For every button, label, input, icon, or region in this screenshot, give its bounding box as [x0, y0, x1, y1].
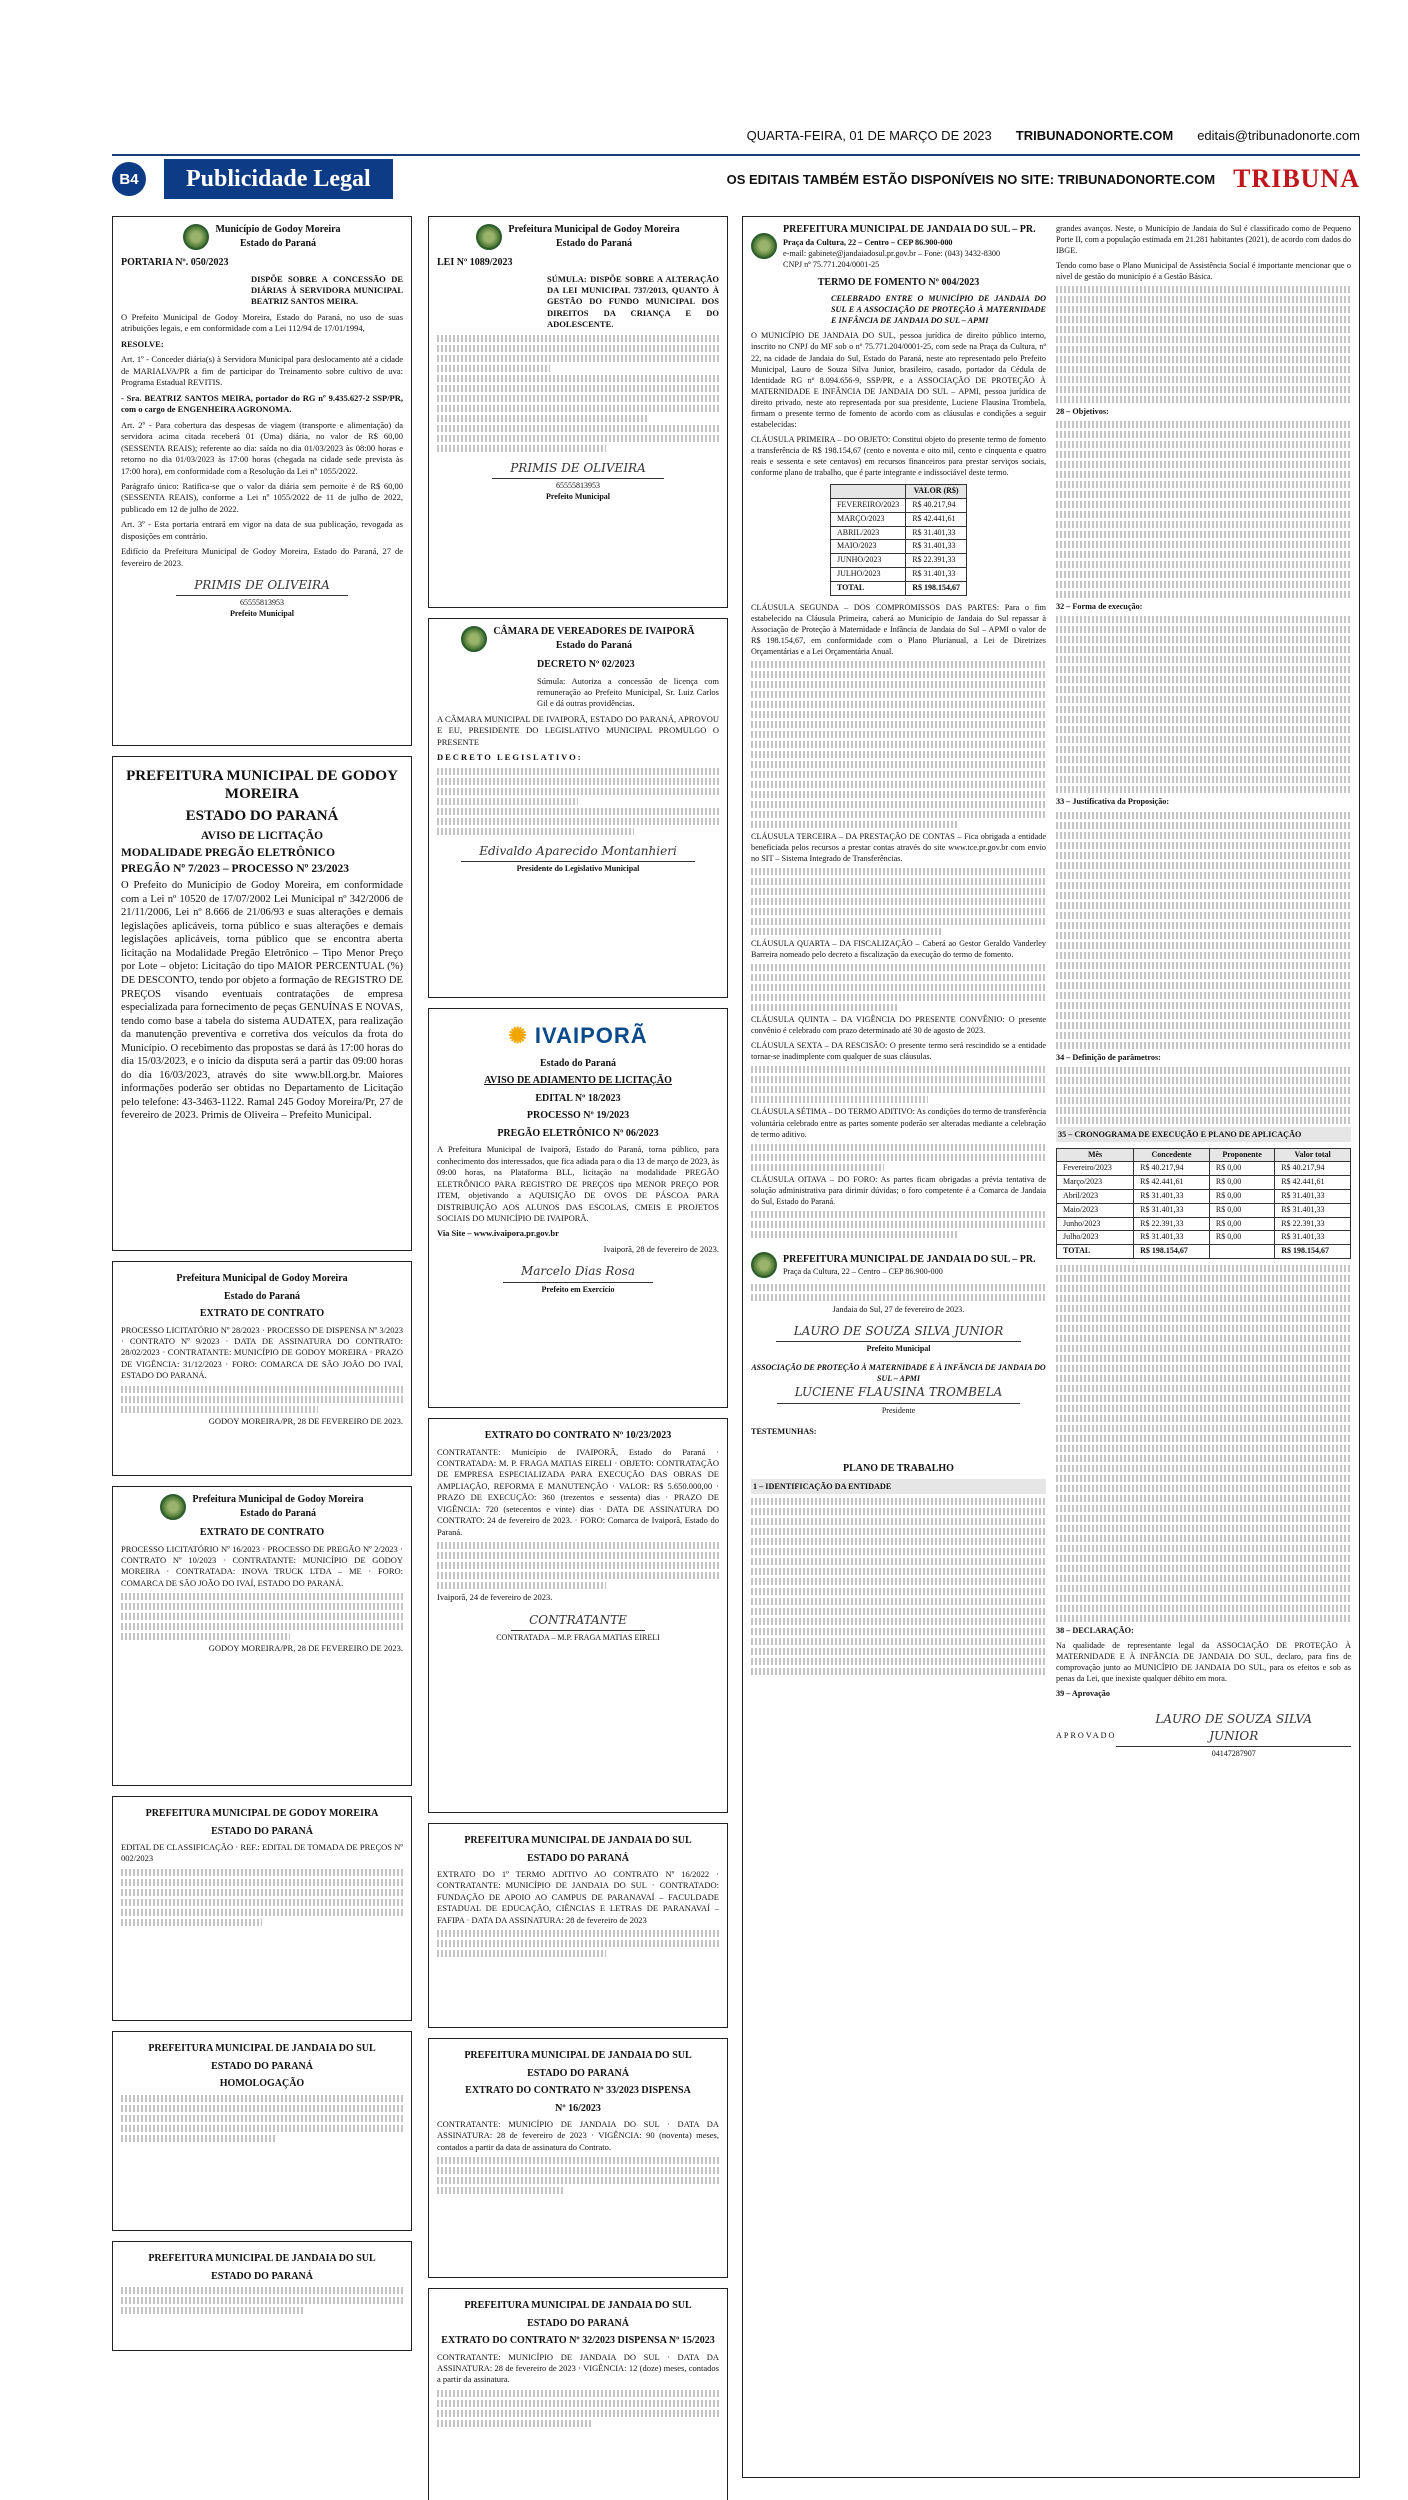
termo-address-2: Praça da Cultura, 22 – Centro – CEP 86.900-000 — [783, 1267, 943, 1277]
table-row — [1057, 1176, 1351, 1190]
ivaipora-title: AVISO DE ADIAMENTO DE LICITAÇÃO — [484, 1075, 672, 1087]
extrato2-org-header — [121, 1493, 403, 1520]
signer-name: Edivaldo Aparecido Montanhieri — [461, 843, 695, 862]
portaria-org-header — [121, 223, 403, 250]
termo-c6: CLÁUSULA SEXTA – DA RESCISÃO: O presente termo será rescindido se a entidade tornar-se inadimplente com qualquer de suas cláusulas. — [751, 1041, 1046, 1062]
repasse-table-header — [830, 485, 966, 499]
termo-c2: CLÁUSULA SEGUNDA – DOS COMPROMISSOS DAS PARTES: Para o fim estabelecido na Cláusula Primeira, caberá ao Município de Jandaia do Sul repassar à Associação de Proteção à Maternidade e Infância de Jandaia do Sul – APMI o valor de R$ 198.154,67, em conformidade com o Plano Plurianual, a Lei de Diretrizes Orçamentárias e a Lei Orçamentária Anual. — [751, 602, 1046, 656]
jandaia1-title-1: PREFEITURA MUNICIPAL DE JANDAIA DO SUL — [148, 2043, 376, 2054]
portaria-summary: DISPÕE SOBRE A CONCESSÃO DE DIÁRIAS À SERVIDORA MUNICIPAL BEATRIZ SANTOS MEIRA. — [251, 273, 403, 307]
site-notice: OS EDITAIS TAMBÉM ESTÃO DISPONÍVEIS NO SITE: TRIBUNADONORTE.COM — [726, 171, 1216, 187]
table-cell: R$ 31.401,33 — [906, 540, 967, 554]
portaria-number: PORTARIA Nº. 050/2023 — [121, 257, 229, 268]
aprovado-label: APROVADO — [1056, 1730, 1117, 1740]
signer-id: 65555813953 — [556, 481, 600, 491]
portaria-signature — [121, 577, 403, 620]
table-row — [830, 526, 966, 540]
brand-logo: TRIBUNA — [1233, 164, 1360, 193]
column-3 — [742, 216, 1360, 2488]
jandaia-a-text: EXTRATO DO 1º TERMO ADITIVO AO CONTRATO Nº 16/2022 · CONTRATANTE: MUNICÍPIO DE JANDAIA DO SUL · CONTRATADO: FUNDAÇÃO DE APOIO AO CAMPUS DE PARANAVAÍ – FACULDADE ESTADUAL DE EDUCAÇÃO, CIÊNCIAS E LETRAS DE PARANAVAÍ – FAFIPA · DATA DA ASSINATURA: 28 de fevereiro de 2023 — [437, 1869, 719, 1925]
camara-state: Estado do Paraná — [555, 639, 633, 651]
table-cell: Abril/2023 — [1057, 1190, 1134, 1204]
prefeito-role: Prefeito Municipal — [866, 1344, 931, 1354]
table-row — [1057, 1231, 1351, 1245]
plano-col-month: Mês — [1057, 1148, 1134, 1162]
table-cell: Julho/2023 — [1057, 1231, 1134, 1245]
jandaia-aditivo-contrato-notice — [428, 1823, 728, 2028]
jandaia-a-title-2: ESTADO DO PARANÁ — [527, 1852, 629, 1864]
extrato2-text: PROCESSO LICITATÓRIO Nº 16/2023 · PROCESSO DE PREGÃO Nº 2/2023 · CONTRATO Nº 10/2023 · CONTRATANTE: MUNICÍPIO DE GODOY MOREIRA · CONTRATADA: INOVA TRUCK LTDA – ME · FORO: COMARCA DE SÃO JOÃO DO IVAÍ, ESTADO DO PARANÁ. — [121, 1543, 403, 1588]
table-row — [830, 512, 966, 526]
contratada-signature: CONTRATADA – M.P. FRAGA MATIAS EIRELI — [496, 1632, 660, 1642]
table-cell: R$ 31.401,33 — [906, 567, 967, 581]
portaria-resolve: RESOLVE: — [121, 338, 164, 349]
lei-number: LEI Nº 1089/2023 — [437, 257, 513, 268]
table-cell: MAIO/2023 — [830, 540, 905, 554]
ivaipora-sub-2: PROCESSO Nº 19/2023 — [526, 1110, 630, 1122]
lei-notice — [428, 216, 728, 608]
aprovacao-block — [1056, 1711, 1351, 1759]
jandaia-c-text: CONTRATANTE: MUNICÍPIO DE JANDAIA DO SUL · DATA DA ASSINATURA: 28 de fevereiro de 2023 · VIGÊNCIA: 12 (doze) meses, contados a partir da assinatura. — [437, 2351, 719, 2385]
aviso-title-1: PREFEITURA MUNICIPAL DE GODOY MOREIRA — [126, 768, 398, 802]
camara-body: A CÂMARA MUNICIPAL DE IVAIPORÃ, ESTADO DO PARANÁ, APROVOU E EU, PRESIDENTE DO LEGISLATIVO MUNICIPAL PROMULGO O PRESENTE — [437, 713, 719, 747]
camara-org: CÂMARA DE VEREADORES DE IVAIPORÃ — [493, 626, 695, 637]
table-cell: R$ 42.441,61 — [1134, 1176, 1210, 1190]
aviso-body: O Prefeito do Município de Godoy Moreira, em conformidade com a Lei nº 10520 de 17/07/2002 Lei Municipal nº 342/2006 de 21/11/2006, Lei nº 8.666 de 21/06/93 e suas alterações e demais legislações aplicáveis, torna público e suas alterações e demais legislações aplicáveis, torna público que se encontra aberta licitação na Modalidade Pregão Eletrônico – Tipo Menor Preço por Lote – objeto: Licitação do tipo MAIOR PERCENTUAL (%) DE DESCONTO, tendo por objeto a formação de REGISTRO DE PREÇOS visando eventuais contratações de empresa especializada para fornecimento de peças GENUÍNAS E NOVAS, tendo como base a tabela do sistema AUDATEX, para realização da manutenção preventiva e corretiva dos veículos da frota do Município. O recebimento das propostas se dará às 17:00 horas do dia 15/03/2023, e o início da disputa será a partir das 09:00 horas do dia 16/03/2023, através do site www.bll.org.br. Maiores informações poderão ser obtidas no Departamento de Licitação pelo telefone: 43-3463-1122. Ramal 245 Godoy Moreira/Pr, 27 de fevereiro de 2023. Primis de Oliveira – Prefeito Municipal. — [121, 880, 403, 1122]
apmi-name: ASSOCIAÇÃO DE PROTEÇÃO À MATERNIDADE E À INFÂNCIA DE JANDAIA DO SUL – APMI — [751, 1362, 1046, 1383]
objetivo-heading: 28 – Objetivos: — [1056, 407, 1109, 417]
homolog-title-1: PREFEITURA MUNICIPAL DE GODOY MOREIRA — [145, 1808, 379, 1819]
table-row — [830, 554, 966, 568]
prefeito-signature: LAURO DE SOUZA SILVA JUNIOR — [776, 1323, 1022, 1342]
justificativa-heading: 33 – Justificativa da Proposição: — [1056, 797, 1170, 807]
table-cell: R$ 0,00 — [1209, 1162, 1274, 1176]
aviso-licitacao-notice — [112, 756, 412, 1251]
termo-right — [1056, 223, 1351, 1760]
parametros-heading: 34 – Definição de parâmetros: — [1056, 1052, 1161, 1062]
sun-icon: ✺ — [508, 1023, 528, 1048]
table-row-total — [830, 581, 966, 595]
table-cell: R$ 198.154,67 — [906, 581, 967, 595]
plano-aplicacao-table — [1056, 1148, 1351, 1259]
extrato-text: PROCESSO LICITATÓRIO Nº 28/2023 · PROCESSO DE DISPENSA Nº 3/2023 · CONTRATO Nº 9/2023 · DATA DE ASSINATURA DO CONTRATO: 28/02/2023 · CONTRATANTE: MUNICÍPIO DE GODOY MOREIRA · PRAZO DE VIGÊNCIA: 31/12/2023 · FORO: COMARCA DE SÃO JOÃO DO IVAÍ, ESTADO DO PARANÁ. — [121, 1324, 403, 1381]
declaracao-text: Na qualidade de representante legal da ASSOCIAÇÃO DE PROTEÇÃO À MATERNIDADE E À INFÂNCIA DE JANDAIA DO SUL, declaro, para fins de comprovação junto ao MUNICÍPIO DE JANDAIA DO SUL, para os efeitos e sob as penas da Lei, que inexiste qualquer débito em mora. — [1056, 1641, 1351, 1684]
jandaia2-title-2: ESTADO DO PARANÁ — [211, 2270, 313, 2282]
termo-c5: CLÁUSULA QUINTA – DA VIGÊNCIA DO PRESENTE CONVÊNIO: O presente convênio é celebrado com prazo determinado até 30 de agosto de 2023. — [751, 1015, 1046, 1036]
termo-org-header-2 — [751, 1252, 1046, 1278]
extrato-contrato-notice — [112, 1261, 412, 1476]
table-cell: Fevereiro/2023 — [1057, 1162, 1134, 1176]
final-signature — [1116, 1711, 1351, 1759]
ivaipora-site[interactable]: Via Site – www.ivaipora.pr.gov.br — [437, 1228, 559, 1239]
extrato-title: EXTRATO DE CONTRATO — [199, 1308, 325, 1319]
table-cell: Maio/2023 — [1057, 1203, 1134, 1217]
jandaia-c-title-2: ESTADO DO PARANÁ — [527, 2317, 629, 2329]
jandaia-a-title-1: PREFEITURA MUNICIPAL DE JANDAIA DO SUL — [464, 1835, 692, 1846]
signer-role: Prefeito Municipal — [229, 609, 295, 619]
termo-org-header — [751, 223, 1046, 270]
ivaipora-org: Estado do Paraná — [539, 1057, 617, 1069]
termo-two-column — [751, 223, 1351, 1760]
portaria-art3: Art. 3º - Esta portaria entrará em vigor na data de sua publicação, revogada as disposições em contrário. — [121, 519, 403, 541]
portaria-paragrafo: Parágrafo único: Ratifica-se que o valor da diária sem pernoite é de R$ 60,00 (SESSENTA REAIS), conforme a Lei nº 1055/2022 de 11 de julho de 2022, publicado em 12 de julho de 2022. — [121, 481, 403, 514]
portaria-art1: Art. 1º - Conceder diária(s) à Servidora Municipal para deslocamento até a cidade de MARIALVA/PR a fim de participar do Treinamento sobre cultivo de uva: Programa Estadual REVITIS. — [121, 354, 403, 388]
plano-table-header — [1057, 1148, 1351, 1162]
table-cell: Junho/2023 — [1057, 1217, 1134, 1231]
table-row — [1057, 1203, 1351, 1217]
table-cell: R$ 0,00 — [1209, 1190, 1274, 1204]
table-cell: R$ 31.401,33 — [1275, 1231, 1351, 1245]
aviso-title-5: PREGÃO Nº 7/2023 – PROCESSO Nº 23/2023 — [121, 863, 350, 876]
camara-seal-icon — [461, 626, 487, 652]
table-cell: R$ 0,00 — [1209, 1231, 1274, 1245]
municipal-seal-icon — [160, 1494, 186, 1520]
column-1 — [112, 216, 412, 2361]
section-title: Publicidade Legal — [164, 159, 393, 199]
signer-id: 65555813953 — [240, 598, 284, 608]
signer-role: Presidente do Legislativo Municipal — [516, 863, 640, 873]
repasse-table — [830, 484, 967, 595]
presidente-signature: LUCIENE FLAUSINA TROMBELA — [777, 1384, 1021, 1403]
table-cell: JUNHO/2023 — [830, 554, 905, 568]
right-p2: Tendo como base o Plano Municipal de Assistência Social é importante mencionar que o nível de gestão do município é a Gestão Básica. — [1056, 261, 1351, 282]
lei-org-header — [437, 223, 719, 250]
ivaipora-logo — [437, 1021, 719, 1051]
extrato-state: Estado do Paraná — [223, 1290, 301, 1302]
lei-state: Estado do Paraná — [555, 237, 633, 249]
table-row — [830, 540, 966, 554]
jandaia1-title-2: ESTADO DO PARANÁ — [211, 2060, 313, 2072]
extrato-footer: GODOY MOREIRA/PR, 28 DE FEVEREIRO DE 2023. — [208, 1415, 403, 1426]
table-cell: TOTAL — [830, 581, 905, 595]
extrato2-footer: GODOY MOREIRA/PR, 28 DE FEVEREIRO DE 2023. — [208, 1643, 403, 1654]
execucao-heading: 32 – Forma de execução: — [1056, 602, 1143, 612]
table-row-total — [1057, 1245, 1351, 1259]
table-row — [1057, 1162, 1351, 1176]
termo-witnesses: TESTEMUNHAS: — [751, 1427, 817, 1437]
homolog-title-2: ESTADO DO PARANÁ — [211, 1825, 313, 1837]
jandaia-b-title-4: Nº 16/2023 — [555, 2102, 601, 2114]
signer-name: PRIMIS DE OLIVEIRA — [492, 460, 664, 479]
jandaia-dispensa-16-notice — [428, 2038, 728, 2278]
table-cell: R$ 0,00 — [1209, 1176, 1274, 1190]
table-cell: R$ 198.154,67 — [1134, 1245, 1210, 1259]
page-number-badge: B4 — [112, 162, 146, 196]
contratante-signature: CONTRATANTE — [511, 1612, 645, 1631]
jandaia1-title-3: HOMOLOGAÇÃO — [219, 2078, 305, 2089]
termo-contact: e-mail: gabinete@jandaiadosul.pr.gov.br – Fone: (043) 3432-8300 — [783, 248, 1001, 258]
termo-p1: O MUNICÍPIO DE JANDAIA DO SUL, pessoa jurídica de direito público interno, inscrito no CNPJ do MF sob o nº 75.771.204/0001-25, com sede na Praça da Cultura, nº 22, na cidade de Jandaia do Sul, Estado do Paraná, neste ato representado pelo Prefeito Municipal, Lauro de Souza Silva Junior, brasileiro, casado, portador da Cédula de Identidade RG nº 8.094.656-9, SSP/PR, e a ASSOCIAÇÃO DE PROTEÇÃO À MATERNIDADE E INFÂNCIA DE JANDAIA DO SUL – APMI, pessoa jurídica de direito privado, neste ato representada por sua presidente, Luciene Flausina Trombela, firmam o presente termo de fomento de acordo com as cláusulas e condições a seguir estabelecidas: — [751, 331, 1046, 429]
table-cell — [1209, 1245, 1274, 1259]
lei-summary: SÚMULA: DISPÕE SOBRE A ALTERAÇÃO DA LEI MUNICIPAL 737/2013, QUANTO À GESTÃO DO FUNDO MUNICIPAL DOS DIREITOS DA CRIANÇA E DO ADOLESCENTE. — [547, 273, 719, 330]
termo-c7: CLÁUSULA SÉTIMA – DO TERMO ADITIVO: As condições do termo de transferência voluntária celebrado entre as partes somente poderão ser alteradas mediante a celebração de termo aditivo. — [751, 1107, 1046, 1139]
termo-c4: CLÁUSULA QUARTA – DA FISCALIZAÇÃO – Caberá ao Gestor Geraldo Vanderley Barreira nomeado pelo decreto a fiscalização da execução do termo de fomento. — [751, 939, 1046, 960]
section-header — [112, 154, 1360, 202]
termo-address: Praça da Cultura, 22 – Centro – CEP 86.900-000 — [783, 237, 953, 247]
jandaia-dispensa-15-notice — [428, 2288, 728, 2500]
ivaipora-logo-text: IVAIPORÃ — [534, 1023, 648, 1048]
aviso-title-3: AVISO DE LICITAÇÃO — [200, 830, 324, 842]
camara-signature — [437, 843, 719, 875]
table-cell: R$ 31.401,33 — [1275, 1190, 1351, 1204]
lei-signature — [437, 460, 719, 503]
column-2 — [428, 216, 728, 2500]
ivaipora-adiamento-notice — [428, 1008, 728, 1408]
cronograma-heading: 35 – CRONOGRAMA DE EXECUÇÃO E PLANO DE APLICAÇÃO — [1056, 1127, 1351, 1142]
homologacao-notice — [112, 1796, 412, 2021]
table-cell: R$ 22.391,33 — [906, 554, 967, 568]
table-cell: R$ 31.401,33 — [906, 526, 967, 540]
camara-summary: Súmula: Autoriza a concessão de licença com remuneração ao Prefeito Municipal, Sr. Luiz Carlos Gil e dá outras providências. — [537, 675, 719, 709]
email-link[interactable]: editais@tribunadonorte.com — [1197, 128, 1360, 143]
ivaipora-sub-1: EDITAL Nº 18/2023 — [535, 1092, 621, 1104]
camara-number: DECRETO Nº 02/2023 — [537, 659, 635, 670]
presidente-role: Presidente — [881, 1405, 916, 1415]
declaracao-heading: 38 – DECLARAÇÃO: — [1056, 1626, 1134, 1635]
extrato-org: Prefeitura Municipal de Godoy Moreira — [176, 1273, 348, 1284]
plano-col-total: Valor total — [1275, 1148, 1351, 1162]
table-cell: R$ 31.401,33 — [1275, 1203, 1351, 1217]
top-bar — [112, 128, 1360, 146]
municipal-seal-icon — [751, 233, 777, 259]
extrato2-title: EXTRATO DE CONTRATO — [199, 1527, 325, 1538]
extrato-contrato-2-notice — [112, 1486, 412, 1786]
table-cell: ABRIL/2023 — [830, 526, 905, 540]
aviso-title-4: MODALIDADE PREGÃO ELETRÔNICO — [121, 846, 336, 859]
camara-decreta: DECRETO LEGISLATIVO: — [437, 752, 583, 763]
ivaipora-extrato-date: Ivaiporã, 24 de fevereiro de 2023. — [437, 1592, 553, 1603]
termo-org: PREFEITURA MUNICIPAL DE JANDAIA DO SUL – PR. — [783, 224, 1036, 235]
jandaia-homologacao-notice — [112, 2031, 412, 2231]
table-row — [1057, 1190, 1351, 1204]
repasse-col-value: VALOR (R$) — [906, 485, 967, 499]
table-cell: MARÇO/2023 — [830, 512, 905, 526]
jandaia-b-text: CONTRATANTE: MUNICÍPIO DE JANDAIA DO SUL · DATA DA ASSINATURA: 28 de fevereiro de 2023 · VIGÊNCIA: 90 (noventa) meses, contados a partir da data de assinatura do Contrato. — [437, 2119, 719, 2152]
table-cell: R$ 31.401,33 — [1134, 1203, 1210, 1217]
table-cell: R$ 42.441,61 — [1275, 1176, 1351, 1190]
termo-fomento-notice — [742, 216, 1360, 2478]
signer-name: Marcelo Dias Rosa — [503, 1263, 653, 1282]
final-signer: LAURO DE SOUZA SILVA JUNIOR — [1116, 1711, 1351, 1746]
table-cell: R$ 31.401,33 — [1134, 1231, 1210, 1245]
signer-role: Prefeito em Exercício — [541, 1284, 615, 1294]
portaria-notice — [112, 216, 412, 746]
jandaia-b-title-3: EXTRATO DO CONTRATO Nº 33/2023 DISPENSA — [465, 2085, 691, 2096]
extrato2-org: Prefeitura Municipal de Godoy Moreira — [192, 1494, 364, 1505]
termo-signature-2 — [751, 1363, 1046, 1417]
portaria-art2: Art. 2º - Para cobertura das despesas de viagem (transporte e alimentação) da servidora acima citada receberá 01 (Uma) diária, no valor de R$ 60,00 (SESSENTA REAIS); referente ao dia: saída no dia 01/03/2023 às 08:00 horas e retorno no dia 01/03/2023 às 17:00 horas (chegada na cidade sede prevista às 17:00 hora), em conformidade com a Resolução da Lei nº 1055/2022. — [121, 419, 403, 476]
table-row — [830, 498, 966, 512]
table-row — [830, 567, 966, 581]
portaria-intro: O Prefeito Municipal de Godoy Moreira, Estado do Paraná, no uso de suas atribuições legais, e em conformidade com a Lei 112/94 de 17/01/1994, — [121, 311, 403, 334]
camara-org-header — [437, 625, 719, 652]
municipal-seal-icon — [476, 224, 502, 250]
portaria-closing: Edifício da Prefeitura Municipal de Godoy Moreira, Estado do Paraná, 27 de fevereiro de 2023. — [121, 546, 403, 568]
table-cell: R$ 22.391,33 — [1275, 1217, 1351, 1231]
plano-sub: 1 – IDENTIFICAÇÃO DA ENTIDADE — [751, 1479, 1046, 1494]
jandaia2-title-1: PREFEITURA MUNICIPAL DE JANDAIA DO SUL — [148, 2253, 376, 2264]
right-p1: grandes avanços. Neste, o Município de Jandaia do Sul é classificado como de Pequeno Porte II, com a população estimada em 21.281 habitantes (2021), de acordo com dados do IBGE. — [1056, 224, 1351, 256]
table-cell: TOTAL — [1057, 1245, 1134, 1259]
aprovacao-heading: 39 – Aprovação — [1056, 1689, 1110, 1699]
repasse-col-month — [830, 485, 905, 499]
portaria-servidor: - Sra. BEATRIZ SANTOS MEIRA, portador do RG nº 9.435.627-2 SSP/PR, com o cargo de ENGENHEIRA AGRONOMA. — [121, 392, 403, 415]
table-cell: R$ 40.217,94 — [1134, 1162, 1210, 1176]
table-cell: JULHO/2023 — [830, 567, 905, 581]
camara-decreto-notice — [428, 618, 728, 998]
table-cell: R$ 40.217,94 — [1275, 1162, 1351, 1176]
ivaipora-extrato-text: CONTRATANTE: Município de IVAIPORÃ, Estado do Paraná · CONTRATADA: M. P. FRAGA MATIAS EIRELI · OBJETO: CONTRATAÇÃO DE EMPRESA ESPECIALIZADA PARA EXECUÇÃO DAS OBRAS DE AMPLIAÇÃO, REFORMA E MANUTENÇÃO · VALOR: R$ 5.650.000,00 · PRAZO DE EXECUÇÃO: 360 (trezentos e sessenta) dias · PRAZO DE VIGÊNCIA: 720 (setecentos e vinte) dias · DATA DE ASSINATURA DO CONTRATO: 24 de fevereiro de 2023. · FORO: Comarca de Ivaiporã, Estado do Paraná. — [437, 1446, 719, 1537]
jandaia-b-title-2: ESTADO DO PARANÁ — [527, 2067, 629, 2079]
termo-c1: CLÁUSULA PRIMEIRA – DO OBJETO: Constitui objeto do presente termo de fomento a transferência de R$ 198.154,67 (cento e noventa e oito mil, cento e cinquenta e quatro reais e sessenta e sete centavos) em recursos financeiros para prestar serviços sociais, conforme plano de trabalho, que é parte integrante e indissociável deste termo. — [751, 434, 1046, 478]
site-link[interactable]: TRIBUNADONORTE.COM — [1015, 128, 1174, 143]
ivaipora-signature — [437, 1263, 719, 1295]
homolog-text: EDITAL DE CLASSIFICAÇÃO · REF.: EDITAL DE TOMADA DE PREÇOS Nº 002/2023 — [121, 1842, 403, 1864]
org-state: Estado do Paraná — [239, 237, 317, 249]
ivaipora-body: A Prefeitura Municipal de Ivaiporã, Estado do Paraná, torna público, para conhecimento dos interessados, que fica adiada para o dia 13 de março de 2023, às 09:00 horas, na Plataforma BLL, licitação na modalidade PREGÃO ELETRÔNICO PARA REGISTRO DE PREÇOS tipo MENOR PREÇO POR ITEM, objetivando a AQUISIÇÃO DE OVOS DE PÁSCOA PARA DISTRIBUIÇÃO AOS ALUNOS DAS ESCOLAS, CMEIS E PROJETOS SOCIAIS DO MUNICÍPIO DE IVAIPORÃ. — [437, 1144, 719, 1223]
jandaia-c-title-1: PREFEITURA MUNICIPAL DE JANDAIA DO SUL — [464, 2300, 692, 2311]
table-cell: FEVEREIRO/2023 — [830, 498, 905, 512]
termo-signature-1 — [751, 1323, 1046, 1355]
ivaipora-extrato-title: EXTRATO DO CONTRATO Nº 10/23/2023 — [484, 1430, 672, 1441]
jandaia-c-title-3: EXTRATO DO CONTRATO Nº 32/2023 DISPENSA Nº 15/2023 — [441, 2335, 715, 2346]
termo-cnpj: CNPJ nº 75.771.204/0001-25 — [783, 259, 880, 269]
termo-org-2: PREFEITURA MUNICIPAL DE JANDAIA DO SUL – PR. — [783, 1253, 1036, 1265]
table-cell: Março/2023 — [1057, 1176, 1134, 1190]
aviso-title-2: ESTADO DO PARANÁ — [185, 808, 339, 824]
extrato2-state: Estado do Paraná — [239, 1507, 317, 1519]
termo-date: Jandaia do Sul, 27 de fevereiro de 2023. — [832, 1304, 965, 1314]
table-cell: R$ 0,00 — [1209, 1203, 1274, 1217]
plano-title: PLANO DE TRABALHO — [843, 1462, 954, 1474]
termo-left — [751, 223, 1046, 1760]
issue-date: QUARTA-FEIRA, 01 DE MARÇO DE 2023 — [746, 128, 992, 143]
municipal-seal-icon — [751, 1252, 777, 1278]
termo-c8: CLÁUSULA OITAVA – DO FORO: As partes ficam obrigadas a prévia tentativa de solução administrativa para dirimir dúvidas; o foro competente é a Comarca de Jandaia do Sul, Estado do Paraná. — [751, 1174, 1046, 1206]
ivaipora-extrato-signatures — [437, 1612, 719, 1644]
table-cell: R$ 31.401,33 — [1134, 1190, 1210, 1204]
jandaia-aditivo-notice — [112, 2241, 412, 2351]
signer-role: Prefeito Municipal — [545, 491, 611, 501]
plano-col-proponente: Proponente — [1209, 1148, 1274, 1162]
plano-col-concedente: Concedente — [1134, 1148, 1210, 1162]
table-cell: R$ 40.217,94 — [906, 498, 967, 512]
ivaipora-extrato-notice — [428, 1418, 728, 1813]
table-cell: R$ 22.391,33 — [1134, 1217, 1210, 1231]
final-signer-id: 04147287907 — [1211, 1748, 1256, 1758]
lei-org: Prefeitura Municipal de Godoy Moreira — [508, 224, 680, 235]
table-row — [1057, 1217, 1351, 1231]
table-cell: R$ 0,00 — [1209, 1217, 1274, 1231]
signer-name: PRIMIS DE OLIVEIRA — [176, 577, 348, 596]
jandaia-b-title-1: PREFEITURA MUNICIPAL DE JANDAIA DO SUL — [464, 2050, 692, 2061]
termo-c3: CLÁUSULA TERCEIRA – DA PRESTAÇÃO DE CONTAS – Fica obrigada a entidade beneficiada pelos recursos a prestar contas através do site www.tce.pr.gov.br com envio no SIT – Sistema Integrado de Transferências. — [751, 831, 1046, 863]
ivaipora-sub-3: PREGÃO ELETRÔNICO Nº 06/2023 — [497, 1127, 659, 1139]
org-name: Município de Godoy Moreira — [215, 224, 341, 235]
table-cell: R$ 198.154,67 — [1275, 1245, 1351, 1259]
ivaipora-date: Ivaiporã, 28 de fevereiro de 2023. — [603, 1243, 719, 1254]
termo-summary: CELEBRADO ENTRE O MUNICÍPIO DE JANDAIA DO SUL E A ASSOCIAÇÃO DE PROTEÇÃO À MATERNIDADE E INFÂNCIA DE JANDAIA DO SUL – APMI — [831, 294, 1046, 326]
municipal-seal-icon — [183, 224, 209, 250]
table-cell: R$ 42.441,61 — [906, 512, 967, 526]
termo-title: TERMO DE FOMENTO Nº 004/2023 — [817, 276, 980, 288]
